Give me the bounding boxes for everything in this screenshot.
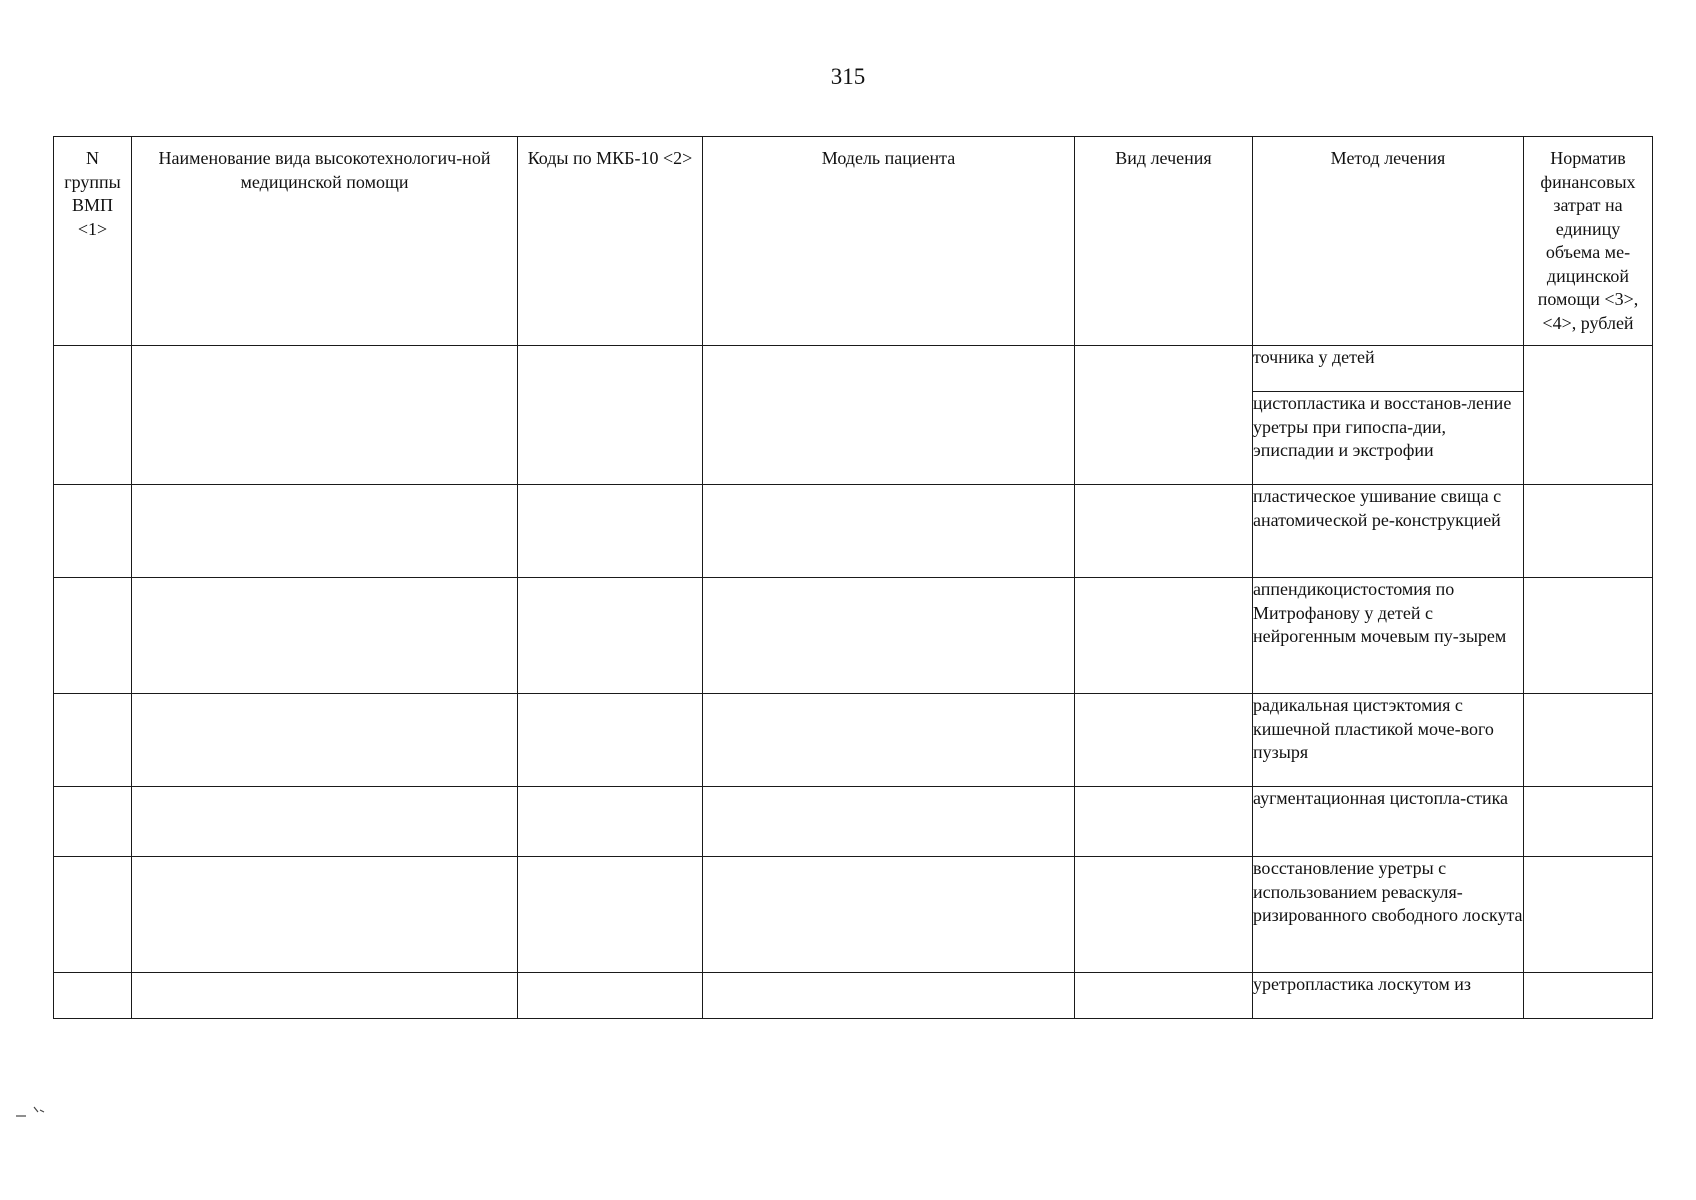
header-treatment-type: Вид лечения [1075, 137, 1253, 346]
method-cell: восстановление уретры с использованием реваскуля-ризированного свободного лоскута [1253, 857, 1524, 973]
method-cell: радикальная цистэктомия с кишечной пластикой моче-вого пузыря [1253, 694, 1524, 787]
care-type-cell [132, 346, 518, 485]
patient-model-cell [703, 973, 1075, 1019]
method-cell: уретропластика лоскутом из [1253, 973, 1524, 1019]
patient-model-cell [703, 787, 1075, 857]
care-type-cell [132, 578, 518, 694]
treatment-type-cell [1075, 694, 1253, 787]
icd-cell [518, 485, 703, 578]
group-cell [54, 694, 132, 787]
treatment-type-cell [1075, 787, 1253, 857]
care-type-cell [132, 787, 518, 857]
treatment-type-cell [1075, 857, 1253, 973]
header-group-number: N группы ВМП <1> [54, 137, 132, 346]
group-cell [54, 346, 132, 485]
table-row [54, 346, 1653, 392]
table-row [54, 857, 1653, 973]
care-type-cell [132, 485, 518, 578]
header-icd-codes: Коды по МКБ-10 <2> [518, 137, 703, 346]
treatment-type-cell [1075, 346, 1253, 485]
icd-cell [518, 787, 703, 857]
group-cell [54, 787, 132, 857]
treatment-type-cell [1075, 578, 1253, 694]
treatment-type-cell [1075, 485, 1253, 578]
patient-model-cell [703, 346, 1075, 485]
cost-cell [1524, 346, 1653, 485]
cost-cell [1524, 973, 1653, 1019]
table-row [54, 694, 1653, 787]
cost-cell [1524, 694, 1653, 787]
cost-cell [1524, 857, 1653, 973]
icd-cell [518, 578, 703, 694]
care-type-cell [132, 973, 518, 1019]
patient-model-cell [703, 694, 1075, 787]
vmp-table [53, 136, 1653, 1019]
cost-cell [1524, 485, 1653, 578]
method-cell: аппендикоцистостомия по Митрофанову у детей с нейрогенным мочевым пу-зырем [1253, 578, 1524, 694]
group-cell [54, 578, 132, 694]
group-cell [54, 973, 132, 1019]
patient-model-cell [703, 857, 1075, 973]
header-row [54, 137, 1653, 346]
treatment-type-cell [1075, 973, 1253, 1019]
icd-cell [518, 346, 703, 485]
patient-model-cell [703, 578, 1075, 694]
patient-model-cell [703, 485, 1075, 578]
header-care-type: Наименование вида высокотехнологич-ной медицинской помощи [132, 137, 518, 346]
table-row [54, 973, 1653, 1019]
method-cell: точника у детей [1253, 346, 1524, 392]
table-row [54, 485, 1653, 578]
care-type-cell [132, 857, 518, 973]
header-treatment-method: Метод лечения [1253, 137, 1524, 346]
cost-cell [1524, 578, 1653, 694]
care-type-cell [132, 694, 518, 787]
group-cell [54, 485, 132, 578]
icd-cell [518, 973, 703, 1019]
group-cell [54, 857, 132, 973]
method-cell: аугментационная цистопла-стика [1253, 787, 1524, 857]
cost-cell [1524, 787, 1653, 857]
method-cell: цистопластика и восстанов-ление уретры при гипоспа-дии, эписпадии и экстрофии [1253, 392, 1524, 485]
header-patient-model: Модель пациента [703, 137, 1075, 346]
scan-mark-icon [14, 1104, 48, 1125]
method-cell: пластическое ушивание свища с анатомической ре-конструкцией [1253, 485, 1524, 578]
icd-cell [518, 694, 703, 787]
icd-cell [518, 857, 703, 973]
header-cost-standard: Норматив финансовых затрат на единицу объема ме-дицинской помощи <3>, <4>, рублей [1524, 137, 1653, 346]
page-number: 315 [830, 64, 866, 89]
table-row [54, 787, 1653, 857]
table-row [54, 578, 1653, 694]
